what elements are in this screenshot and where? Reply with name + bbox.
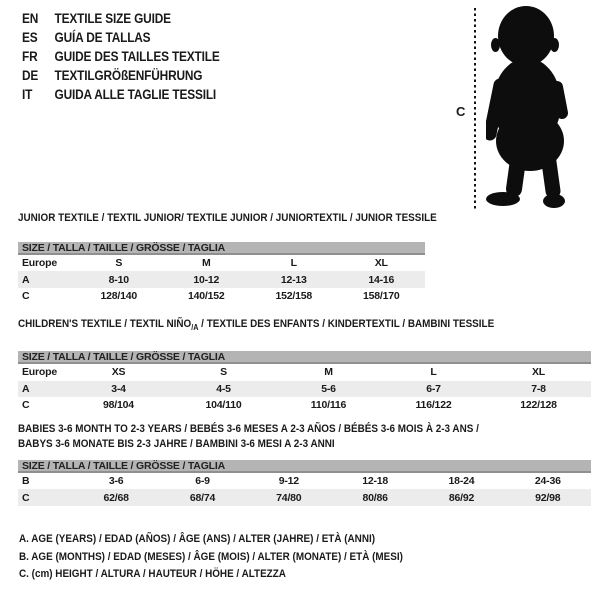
title-text: / TEXTILE DES ENFANTS / KINDERTEXTIL / BAMBINI TESSILE bbox=[198, 318, 495, 330]
cell: 6-7 bbox=[426, 382, 441, 395]
babies-textile-section bbox=[18, 422, 591, 506]
cell: M bbox=[324, 366, 333, 379]
cell: 6-9 bbox=[195, 475, 210, 488]
cell: 68/74 bbox=[189, 491, 216, 504]
cell: 12-13 bbox=[280, 273, 307, 286]
cell: 9-12 bbox=[278, 475, 299, 488]
cell: 92/98 bbox=[535, 491, 561, 504]
table-row bbox=[18, 397, 591, 413]
cell: 14-16 bbox=[368, 273, 395, 286]
cell: 3-4 bbox=[111, 382, 126, 395]
cell: 12-18 bbox=[362, 475, 389, 488]
cell: 128/140 bbox=[100, 289, 138, 302]
language-row bbox=[22, 66, 220, 85]
size-header-bar: SIZE / TALLA / TAILLE / GRÖSSE / TAGLIA bbox=[18, 351, 591, 364]
legend-line-a: A. AGE (YEARS) / EDAD (AÑOS) / ÂGE (ANS) / ALTER (JAHRE) / ETÀ (ANNI) bbox=[19, 533, 376, 545]
table-row bbox=[18, 381, 591, 397]
height-measure-label: C bbox=[456, 104, 466, 119]
cell: 74/80 bbox=[276, 491, 302, 504]
cell: 122/128 bbox=[520, 399, 557, 412]
cell: 140/152 bbox=[187, 289, 225, 302]
language-code: EN bbox=[22, 11, 39, 26]
language-row bbox=[22, 85, 220, 104]
junior-table-title: JUNIOR TEXTILE / TEXTIL JUNIOR/ TEXTILE JUNIOR / JUNIORTEXTIL / JUNIOR TESSILE bbox=[18, 212, 437, 224]
title-text: CHILDREN'S TEXTILE / TEXTIL NIÑO bbox=[18, 318, 192, 330]
row-label: Europe bbox=[22, 366, 57, 379]
cell: 110/116 bbox=[310, 399, 347, 412]
cell: 80/86 bbox=[362, 491, 388, 504]
language-title-list bbox=[22, 9, 220, 104]
title-subscript: /A bbox=[191, 323, 199, 333]
row-label: A bbox=[22, 382, 30, 395]
cell: 98/104 bbox=[103, 399, 134, 412]
language-code: DE bbox=[22, 68, 39, 83]
language-row bbox=[22, 9, 220, 28]
row-label: A bbox=[22, 273, 30, 286]
cell: 86/92 bbox=[448, 491, 475, 504]
cell: 104/110 bbox=[205, 399, 242, 412]
cell: 158/170 bbox=[362, 289, 400, 302]
cell: 8-10 bbox=[108, 273, 129, 286]
table-row bbox=[18, 489, 591, 505]
row-label: C bbox=[22, 399, 30, 412]
row-label: C bbox=[22, 289, 30, 302]
size-header-bar: SIZE / TALLA / TAILLE / GRÖSSE / TAGLIA bbox=[18, 460, 591, 473]
cell: L bbox=[430, 366, 437, 379]
cell: XL bbox=[531, 366, 546, 379]
cell: 116/122 bbox=[415, 399, 452, 412]
cell: 18-24 bbox=[448, 475, 475, 488]
cell: 7-8 bbox=[531, 382, 546, 395]
childrens-textile-section bbox=[18, 318, 591, 413]
language-code: ES bbox=[22, 30, 38, 45]
language-row bbox=[22, 28, 220, 47]
table-row bbox=[18, 255, 425, 271]
language-code: IT bbox=[22, 87, 33, 102]
cell: XL bbox=[374, 257, 388, 270]
language-code: FR bbox=[22, 49, 38, 64]
table-row bbox=[18, 364, 591, 380]
table-row bbox=[18, 288, 425, 304]
babies-table-title bbox=[18, 422, 534, 452]
cell: S bbox=[220, 366, 227, 379]
row-label: Europe bbox=[22, 257, 57, 270]
table-row bbox=[18, 271, 425, 287]
cell: 24-36 bbox=[534, 475, 561, 488]
legend-line-b: B. AGE (MONTHS) / EDAD (MESES) / ÂGE (MOIS) / ALTER (MONATE) / ETÀ (MESI) bbox=[19, 550, 403, 563]
cell: 10-12 bbox=[193, 273, 220, 286]
cell: XS bbox=[111, 366, 126, 379]
row-label: C bbox=[22, 491, 30, 504]
language-title: TEXTILGRÖßENFÜHRUNG bbox=[54, 68, 203, 83]
toddler-silhouette-icon bbox=[486, 3, 593, 211]
row-label: B bbox=[22, 475, 30, 488]
language-row bbox=[22, 47, 220, 66]
cell: 62/68 bbox=[103, 491, 129, 504]
cell: M bbox=[201, 257, 211, 270]
junior-textile-section bbox=[18, 212, 437, 304]
cell: 3-6 bbox=[108, 475, 124, 488]
language-title: TEXTILE SIZE GUIDE bbox=[54, 11, 171, 26]
language-title: GUIDE DES TAILLES TEXTILE bbox=[54, 49, 220, 64]
legend bbox=[19, 531, 403, 584]
cell: S bbox=[115, 257, 123, 270]
cell: 5-6 bbox=[321, 382, 336, 395]
size-header-bar: SIZE / TALLA / TAILLE / GRÖSSE / TAGLIA bbox=[18, 242, 425, 255]
language-title: GUIDA ALLE TAGLIE TESSILI bbox=[54, 87, 217, 102]
title-line-1: BABIES 3-6 MONTH TO 2-3 YEARS / BEBÉS 3-6 MESES A 2-3 AÑOS / BÉBÉS 3-6 MOIS À 2-3 ANS / bbox=[18, 423, 479, 435]
cell: 152/158 bbox=[275, 289, 313, 302]
cell: L bbox=[290, 257, 297, 270]
cell: 4-5 bbox=[216, 382, 231, 395]
title-line-2: BABYS 3-6 MONATE BIS 2-3 JAHRE / BAMBINI 3-6 MESI A 2-3 ANNI bbox=[18, 438, 335, 450]
childrens-table-title bbox=[18, 318, 534, 334]
height-dotted-line bbox=[474, 8, 476, 210]
legend-line-c: C. (cm) HEIGHT / ALTURA / HAUTEUR / HÖHE / ALTEZZA bbox=[19, 568, 286, 580]
table-row bbox=[18, 473, 591, 489]
language-title: GUÍA DE TALLAS bbox=[54, 30, 151, 45]
